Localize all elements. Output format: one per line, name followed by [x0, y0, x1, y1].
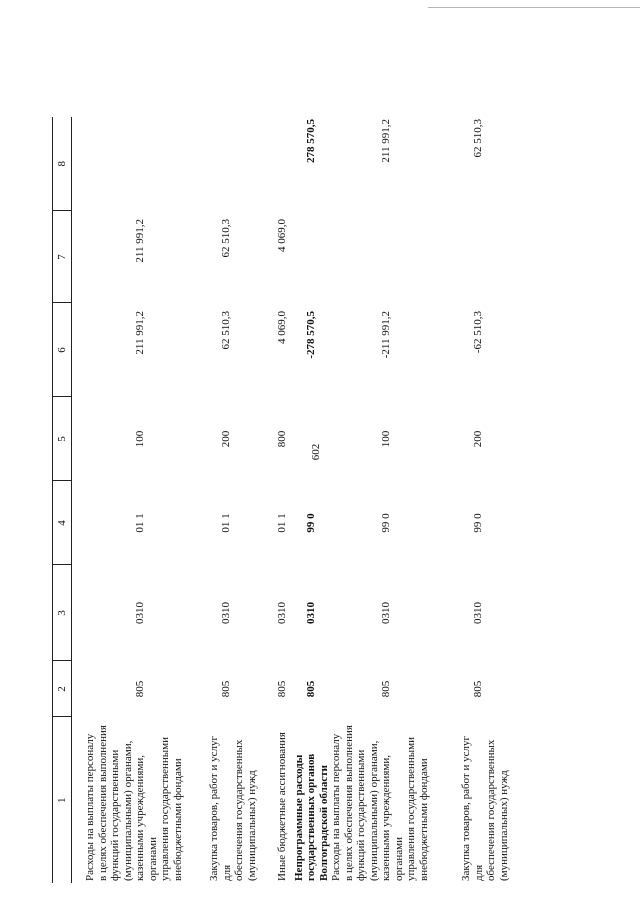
cell-amount-a — [460, 211, 510, 303]
cell-amount-a — [330, 211, 430, 303]
cell-section: 0310 — [134, 602, 146, 624]
cell-change: -62 510,3 — [472, 311, 484, 354]
budget-table-container — [52, 117, 510, 883]
header-col-6: 6 — [53, 303, 72, 397]
cell-expense-type: 100 — [380, 430, 392, 448]
cell-ministry: 805 — [304, 680, 317, 698]
description-line: казенными учреждениями, органами — [380, 755, 405, 881]
description-line: Непрограммные расходы — [292, 754, 305, 881]
cell-expense-type: 200 — [220, 430, 232, 448]
row-description — [208, 717, 258, 883]
description-line: внебюджетными фондами — [417, 758, 430, 881]
header-col-8: 8 — [53, 117, 72, 211]
cell-amount-b — [276, 117, 289, 211]
table-row — [460, 117, 510, 883]
table-row — [208, 117, 258, 883]
table-row — [84, 117, 184, 883]
cell-change: 4 069,0 — [276, 311, 288, 344]
description-line: в целях обеспечения выполнения — [342, 725, 355, 881]
description-line: управления государственными — [405, 736, 417, 881]
cell-ministry: 805 — [380, 680, 392, 698]
description-line: (муниципальными) органами, — [367, 740, 380, 881]
header-col-1: 1 — [53, 717, 72, 883]
table-row — [293, 117, 331, 883]
description-line: Волгоградской области — [317, 765, 330, 881]
description-line: внебюджетными фондами — [171, 758, 184, 881]
description-line: государственных органов — [305, 753, 317, 881]
description-line: казенными учреждениями, органами — [134, 755, 159, 881]
description-line: Закупка товаров, работ и услуг для — [208, 736, 233, 881]
description-line: обеспечения государственных — [233, 739, 245, 881]
cell-section: 0310 — [380, 602, 392, 624]
cell-program: 99 0 — [304, 513, 317, 533]
cell-section: 0310 — [220, 602, 232, 624]
header-row — [53, 117, 72, 883]
row-description — [276, 717, 289, 883]
cell-amount-b: 211 991,2 — [380, 119, 392, 163]
description-line: (муниципальных) нужд — [497, 770, 510, 881]
cell-expense-type: 200 — [472, 430, 484, 448]
table-row — [330, 117, 430, 883]
cell-section: 0310 — [276, 602, 288, 624]
top-right-rule — [428, 7, 640, 8]
cell-expense-type: 100 — [134, 430, 146, 448]
table-row — [276, 117, 289, 883]
cell-amount-a: 211 991,2 — [134, 219, 146, 263]
header-col-4: 4 — [53, 481, 72, 565]
description-line: Расходы на выплаты персоналу — [330, 733, 342, 881]
row-description — [84, 717, 184, 883]
cell-expense-type — [293, 397, 331, 481]
cell-amount-a: 4 069,0 — [276, 219, 288, 252]
cell-expense-type: 800 — [276, 430, 288, 448]
row-description — [460, 717, 510, 883]
description-line: Закупка товаров, работ и услуг для — [460, 736, 485, 881]
description-line: функций государственными — [109, 749, 121, 881]
cell-program: 01 1 — [220, 513, 232, 533]
cell-ministry: 805 — [472, 680, 484, 698]
page-number: 602 — [310, 443, 322, 461]
cell-section: 0310 — [472, 602, 484, 624]
cell-program: 01 1 — [276, 513, 288, 533]
cell-amount-b — [84, 117, 184, 211]
header-col-3: 3 — [53, 565, 72, 661]
cell-amount-a — [293, 211, 331, 303]
description-line: функций государственными — [355, 749, 367, 881]
header-col-5: 5 — [53, 397, 72, 481]
cell-change: 62 510,3 — [220, 311, 232, 350]
row-description — [330, 717, 430, 883]
header-col-2: 2 — [53, 661, 72, 717]
budget-table — [52, 117, 510, 883]
cell-program: 99 0 — [380, 513, 392, 533]
cell-amount-b: 62 510,3 — [472, 119, 484, 158]
cell-amount-a: 62 510,3 — [220, 219, 232, 258]
header-col-7: 7 — [53, 211, 72, 303]
cell-ministry: 805 — [220, 680, 232, 698]
cell-program: 99 0 — [472, 513, 484, 533]
cell-section: 0310 — [304, 602, 317, 624]
description-line: в целях обеспечения выполнения — [96, 725, 109, 881]
description-line: (муниципальными) органами, — [121, 740, 134, 881]
cell-change: 211 991,2 — [134, 311, 146, 355]
cell-ministry: 805 — [276, 680, 288, 698]
description-line: управления государственными — [159, 736, 171, 881]
cell-program: 01 1 — [134, 513, 146, 533]
description-line: (муниципальных) нужд — [245, 770, 258, 881]
row-description — [293, 717, 331, 883]
description-line: Расходы на выплаты персоналу — [84, 733, 96, 881]
cell-ministry: 805 — [134, 680, 146, 698]
cell-amount-b: 278 570,5 — [304, 119, 317, 163]
description-line: Иные бюджетные ассигнования — [276, 732, 288, 881]
cell-change: -211 991,2 — [380, 311, 392, 359]
cell-change: -278 570,5 — [304, 311, 317, 359]
description-line: обеспечения государственных — [485, 739, 497, 881]
cell-amount-b — [208, 117, 258, 211]
